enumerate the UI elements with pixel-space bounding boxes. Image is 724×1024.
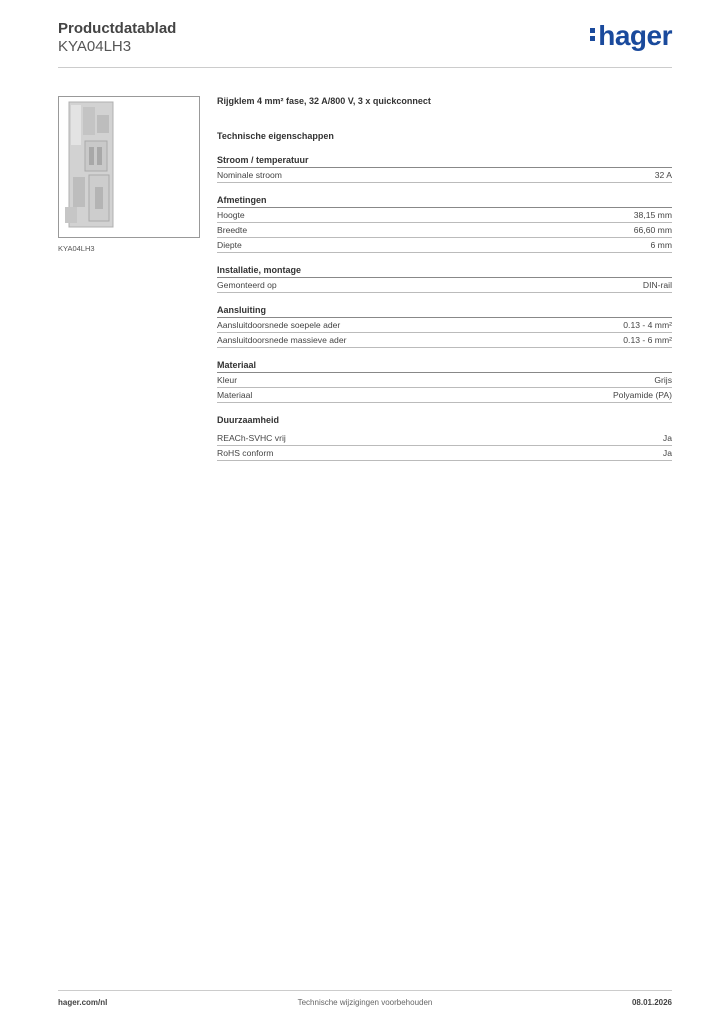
spec-value: 38,15 mm	[633, 210, 672, 220]
logo-dots-icon	[590, 25, 595, 44]
group-title: Stroom / temperatuur	[217, 154, 672, 168]
spec-row	[217, 431, 672, 446]
page-header	[58, 20, 672, 56]
footer-url-link[interactable]: hager.com/nl	[58, 998, 108, 1007]
spec-label: Kleur	[217, 375, 238, 385]
spec-group-afmetingen	[217, 194, 672, 253]
spec-value: Polyamide (PA)	[612, 390, 672, 400]
spec-value: 6 mm	[650, 240, 672, 250]
document-title: Productdatablad	[58, 20, 177, 37]
section-title: Technische eigenschappen	[217, 131, 334, 141]
logo-text: hager	[598, 20, 672, 51]
spec-label: REACh-SVHC vrij	[217, 433, 286, 443]
spec-value: 32 A	[654, 170, 672, 180]
spec-row	[217, 278, 672, 293]
spec-row	[217, 208, 672, 223]
specifications	[217, 96, 672, 472]
spec-row	[217, 446, 672, 461]
spec-row	[217, 333, 672, 348]
spec-label: Hoogte	[217, 210, 245, 220]
spec-row	[217, 238, 672, 253]
spec-group-materiaal	[217, 359, 672, 403]
spec-label: Diepte	[217, 240, 242, 250]
terminal-block-icon	[59, 97, 199, 237]
group-title: Aansluiting	[217, 304, 672, 318]
spec-value: 66,60 mm	[633, 225, 672, 235]
footer-divider	[58, 990, 672, 991]
spec-row	[217, 388, 672, 403]
article-number: KYA04LH3	[58, 38, 132, 55]
spec-label: Aansluitdoorsnede soepele ader	[217, 320, 341, 330]
spec-row	[217, 223, 672, 238]
image-caption: KYA04LH3	[58, 244, 95, 253]
spec-label: Materiaal	[217, 390, 253, 400]
spec-label: RoHS conform	[217, 448, 274, 458]
product-image	[58, 96, 200, 238]
spec-row	[217, 373, 672, 388]
spec-value: DIN-rail	[642, 280, 672, 290]
hager-logo	[590, 20, 672, 52]
spec-label: Nominale stroom	[217, 170, 282, 180]
group-title: Afmetingen	[217, 194, 672, 208]
spec-group-duurzaamheid	[217, 414, 672, 461]
spec-label: Aansluitdoorsnede massieve ader	[217, 335, 347, 345]
spec-value: 0.13 - 4 mm²	[623, 320, 672, 330]
header-divider	[58, 67, 672, 68]
footer-notice: Technische wijzigingen voorbehouden	[297, 998, 433, 1007]
group-title: Materiaal	[217, 359, 672, 373]
group-title: Installatie, montage	[217, 264, 672, 278]
spec-group-aansluiting	[217, 304, 672, 348]
footer-date: 08.01.2026	[631, 998, 672, 1007]
spec-group-stroom	[217, 154, 672, 183]
spec-value: Grijs	[654, 375, 672, 385]
product-name: Rijgklem 4 mm² fase, 32 A/800 V, 3 x quickconnect	[217, 96, 431, 106]
spec-row	[217, 318, 672, 333]
spec-value: Ja	[662, 433, 672, 443]
spec-label: Breedte	[217, 225, 248, 235]
group-title: Duurzaamheid	[217, 415, 280, 425]
spec-value: Ja	[662, 448, 672, 458]
spec-row	[217, 168, 672, 183]
spec-value: 0.13 - 6 mm²	[623, 335, 672, 345]
spec-group-installatie	[217, 264, 672, 293]
spec-label: Gemonteerd op	[217, 280, 277, 290]
